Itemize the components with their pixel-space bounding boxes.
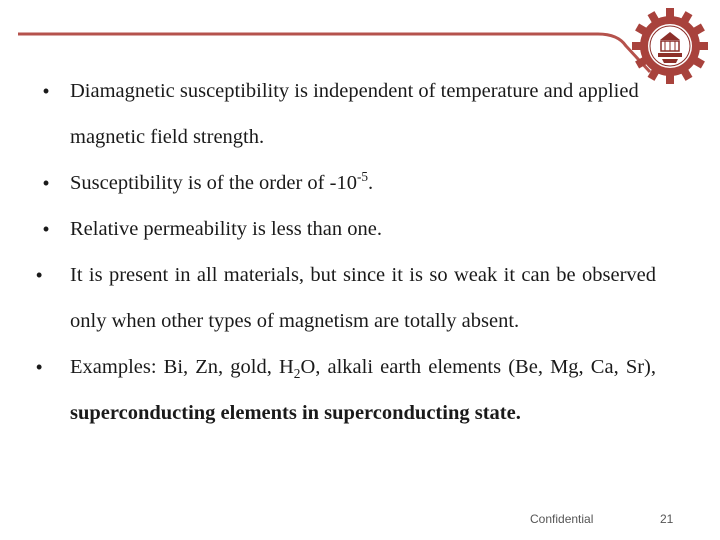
exponent: -5 (356, 169, 369, 185)
bullet-marker: • (42, 81, 50, 101)
bullet-item (36, 68, 656, 160)
bullet-marker: • (36, 357, 43, 377)
bullet-text-prefix: Examples: Bi, Zn, gold, H (70, 356, 294, 378)
bullet-item (36, 344, 656, 436)
footer-confidential-label: Confidential (530, 512, 594, 526)
bullet-marker: • (36, 265, 43, 285)
bullet-text: Relative permeability is less than one. (70, 218, 382, 240)
bullet-text-mid: O, alkali earth elements (Be, Mg, Ca, Sr), (300, 356, 656, 378)
bullet-item (36, 206, 656, 252)
subscript: 2 (293, 366, 301, 382)
bullet-text: Diamagnetic susceptibility is independent of temperature and applied magnetic field strength. (70, 80, 639, 148)
bullet-marker: • (42, 219, 50, 239)
bullet-text-bold: superconducting elements in superconducting state. (70, 402, 521, 424)
bullet-marker: • (42, 173, 50, 193)
bullet-text-suffix: . (368, 172, 374, 194)
bullet-text-prefix: Susceptibility is of the order of -10 (70, 172, 357, 194)
page-number: 21 (660, 512, 674, 526)
bullet-list (36, 68, 656, 436)
bullet-text: It is present in all materials, but since it is so weak it can be observed only when other types of magnetism are totally absent. (70, 264, 656, 332)
bullet-item (36, 252, 656, 344)
bullet-item (36, 160, 656, 206)
